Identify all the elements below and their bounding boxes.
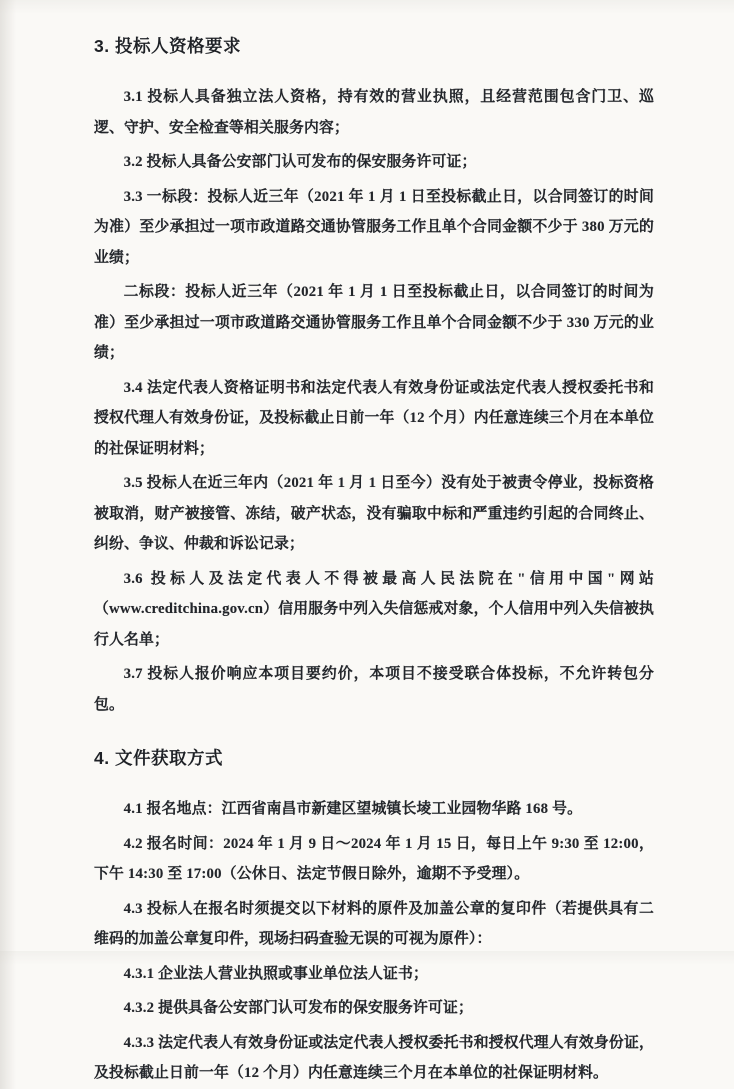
paragraph-3-4: 3.4 法定代表人资格证明书和法定代表人有效身份证或法定代表人授权委托书和授权代理人有效身份证，及投标截止日前一年（12 个月）内任意连续三个月在本单位的社保证明材料； bbox=[94, 379, 654, 457]
paragraph-3-2: 3.2 投标人具备公安部门认可发布的保安服务许可证； bbox=[123, 154, 477, 170]
paragraph-4-1: 4.1 报名地点：江西省南昌市新建区望城镇长堎工业园物华路 168 号。 bbox=[123, 801, 583, 817]
section-heading-bidder-qualification: 3. 投标人资格要求 bbox=[94, 36, 241, 56]
section-heading-document-acquisition: 4. 文件获取方式 bbox=[94, 748, 223, 768]
paragraph-4-3-3: 4.3.3 法定代表人有效身份证或法定代表人授权委托书和授权代理人有效身份证，及投标截止日前一年（12 个月）内任意连续三个月在本单位的社保证明材料。 bbox=[94, 1034, 654, 1081]
paragraph-4-2: 4.2 报名时间：2024 年 1 月 9 日～2024 年 1 月 15 日，每日上午 9:30 至 12:00，下午 14:30 至 17:00（公休日、法定节假日除外，逾期不予受理）。 bbox=[94, 835, 654, 882]
paragraph-4-3-1: 4.3.1 企业法人营业执照或事业单位法人证书； bbox=[123, 965, 429, 982]
paragraph-3-1: 3.1 投标人具备独立法人资格，持有效的营业执照，且经营范围包含门卫、巡逻、守护、安全检查等相关服务内容； bbox=[94, 89, 654, 136]
paragraph-3-3-lot2: 二标段：投标人近三年（2021 年 1 月 1 日至投标截止日，以合同签订的时间为准）至少承担过一项市政道路交通协管服务工作且单个合同金额不少于 330 万元的业绩； bbox=[94, 284, 654, 361]
paragraph-4-3-2: 4.3.2 提供具备公安部门认可发布的保安服务许可证； bbox=[123, 1000, 474, 1016]
paragraph-3-7: 3.7 投标人报价响应本项目要约价，本项目不接受联合体投标，不允许转包分包。 bbox=[94, 666, 654, 713]
paragraph-3-5: 3.5 投标人在近三年内（2021 年 1 月 1 日至今）没有处于被责令停业，投标资格被取消，财产被接管、冻结，破产状态，没有骗取中标和严重违约引起的合同终止、纠纷、争议、仲裁和诉讼记录； bbox=[94, 475, 654, 552]
paragraph-4-3: 4.3 投标人在报名时须提交以下材料的原件及加盖公章的复印件（若提供具有二维码的加盖公章复印件，现场扫码查验无误的可视为原件）： bbox=[94, 900, 654, 947]
paragraph-3-6: 3.6 投标人及法定代表人不得被最高人民法院在"信用中国"网站（www.creditchina.gov.cn）信用服务中列入失信惩戒对象，个人信用中列入失信被执行人名单； bbox=[94, 570, 654, 648]
paragraph-3-3-lot1: 3.3 一标段：投标人近三年（2021 年 1 月 1 日至投标截止日，以合同签订的时间为准）至少承担过一项市政道路交通协管服务工作且单个合同金额不少于 380 万元的业绩； bbox=[94, 188, 654, 266]
